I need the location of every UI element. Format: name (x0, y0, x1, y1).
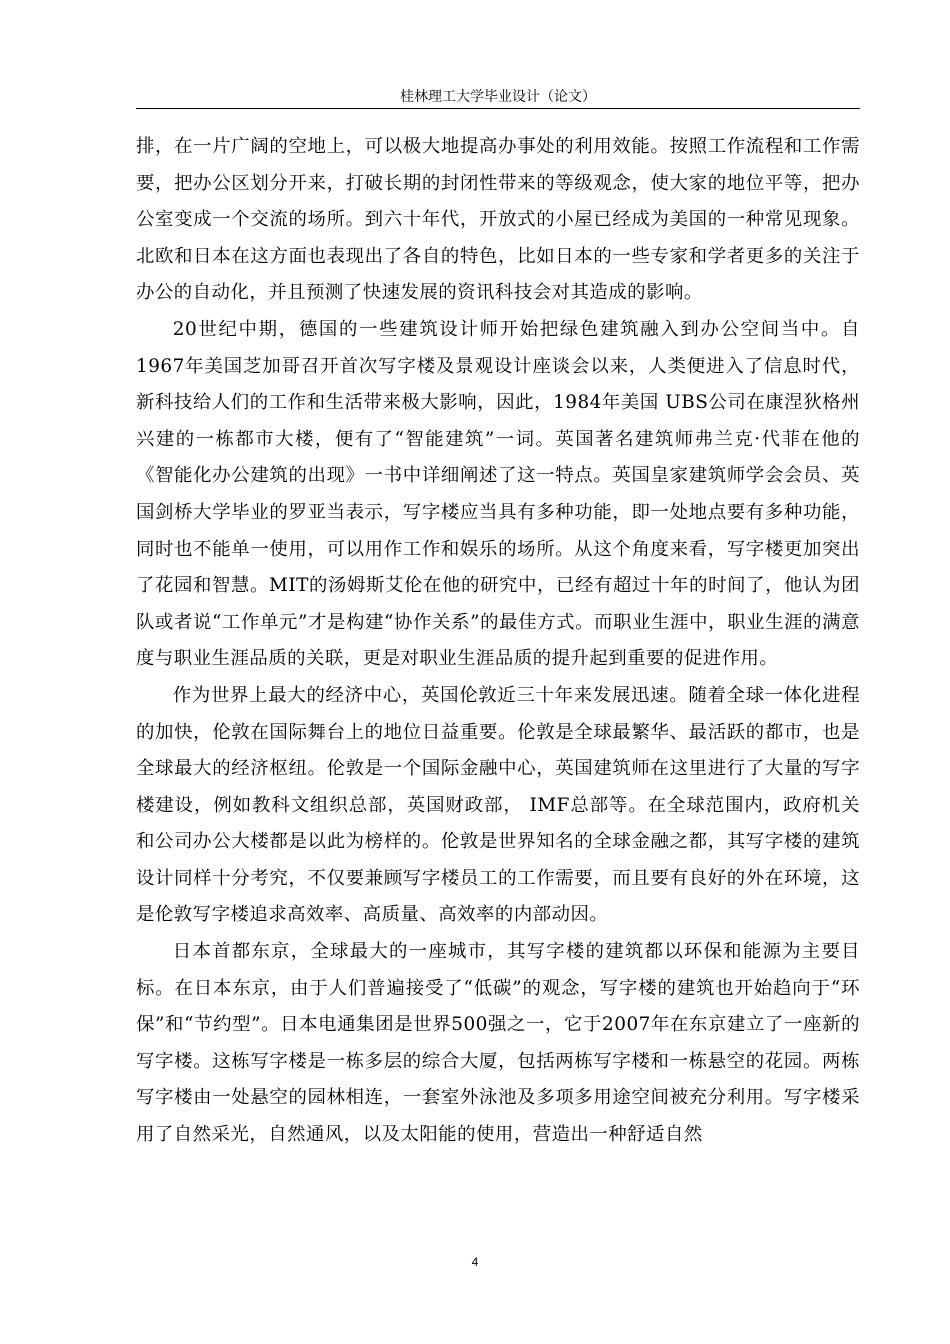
paragraph-1: 排，在一片广阔的空地上，可以极大地提高办事处的利用效能。按照工作流程和工作需要，把办公区划分开来，打破长期的封闭性带来的等级观念，使大家的地位平等，把办公室变成一个交流的场所。到六十年代，开放式的小屋已经成为美国的一种常见现象。北欧和日本在这方面也表现出了各自的特色，比如日本的一些专家和学者更多的关注于办公的自动化，并且预测了快速发展的资讯科技会对其造成的影响。 (136, 136, 860, 304)
body-text (136, 129, 860, 1154)
page-header (136, 88, 860, 109)
paragraph-3: 作为世界上最大的经济中心，英国伦敦近三十年来发展迅速。随着全球一体化进程的加快，伦敦在国际舞台上的地位日益重要。伦敦是全球最繁华、最活跃的都市，也是全球最大的经济枢纽。伦敦是一个国际金融中心，英国建筑师在这里进行了大量的写字楼建设，例如教科文组织总部，英国财政部， IMF总部等。在全球范围内，政府机关和公司办公大楼都是以此为榜样的。伦敦是世界知名的全球金融之都，其写字楼的建筑设计同样十分考究，不仅要兼顾写字楼员工的工作需要，而且要有良好的外在环境，这是伦敦写字楼追求高效率、高质量、高效率的内部动因。 (136, 684, 860, 926)
header-title: 桂林理工大学毕业设计（论文） (400, 89, 596, 105)
paragraph-4: 日本首都东京，全球最大的一座城市，其写字楼的建筑都以环保和能源为主要目标。在日本东京，由于人们普遍接受了“低碳”的观念，写字楼的建筑也开始趋向于“环保”和“节约型”。日本电通集团是世界500强之一，它于2007年在东京建立了一座新的写字楼。这栋写字楼是一栋多层的综合大厦，包括两栋写字楼和一栋悬空的花园。两栋写字楼由一处悬空的园林相连，一套室外泳池及多项多用途空间被充分利用。写字楼采用了自然采光，自然通风，以及太阳能的使用，营造出一种舒适自然 (136, 941, 860, 1146)
paragraph-2: 20世纪中期，德国的一些建筑设计师开始把绿色建筑融入到办公空间当中。自1967年美国芝加哥召开首次写字楼及景观设计座谈会以来，人类便进入了信息时代，新科技给人们的工作和生活带来极大影响，因此，1984年美国 UBS公司在康涅狄格州兴建的一栋都市大楼，便有了“智能建筑”一词。英国著名建筑师弗兰克·代菲在他的《智能化办公建筑的出现》一书中详细阐述了这一特点。英国皇家建筑师学会会员、英国剑桥大学毕业的罗亚当表示，写字楼应当具有多种功能，即一处地点要有多种功能，同时也不能单一使用，可以用作工作和娱乐的场所。从这个角度来看，写字楼更加突出了花园和智慧。MIT的汤姆斯艾伦在他的研究中，已经有超过十年的时间了，他认为团队或者说“工作单元”才是构建“协作关系”的最佳方式。而职业生涯中，职业生涯的满意度与职业生涯品质的关联，更是对职业生涯品质的提升起到重要的促进作用。 (136, 318, 860, 670)
page-number: 4 (471, 1255, 479, 1269)
